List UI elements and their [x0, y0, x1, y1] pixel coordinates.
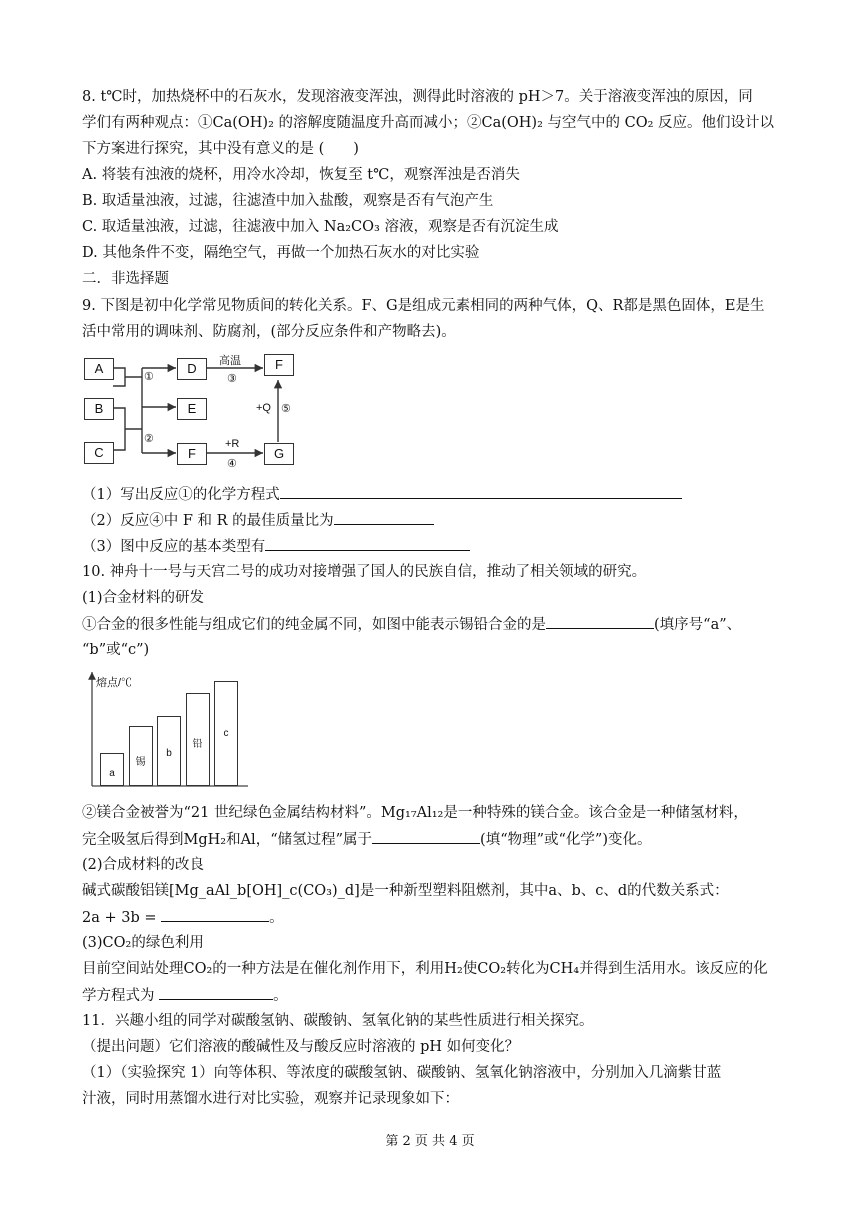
- q10-part-6-text: 学方程式为: [82, 988, 155, 1004]
- label-reaction-4: ④: [227, 458, 237, 470]
- label-reaction-2: ②: [144, 433, 154, 445]
- q10-part-3: 碱式碳酸铝镁[Mg_aAl_b[OH]_c(CO₃)_d]是一种新型塑料阻燃剂，其中a、b、c、d的代数关系式：: [82, 883, 729, 899]
- q10-part-1a: [82, 613, 741, 636]
- q11-line-3: （1）（实验探究 1）向等体积、等浓度的碳酸氢钠、碳酸钠、氢氧化钠溶液中，分别加入几滴紫甘蓝: [82, 1065, 722, 1081]
- q8-option-a: A. 将装有浊液的烧杯，用冷水冷却，恢复至 t℃，观察浑浊是否消失: [82, 167, 520, 183]
- q8-option-c: C. 取适量浊液，过滤，往滤液中加入 Na₂CO₃ 溶液，观察是否有沉淀生成: [82, 219, 559, 235]
- q10-heading-2: (2)合成材料的改良: [82, 857, 205, 873]
- q9-line-1: 9. 下图是初中化学常见物质间的转化关系。F、G是组成元素相同的两种气体，Q、R都是黑色固体，E是生: [82, 298, 765, 314]
- q10-heading-3: (3)CO₂的绿色利用: [82, 935, 204, 951]
- chart-bar-0: [100, 753, 124, 786]
- reaction-diagram: [82, 350, 302, 470]
- q11-line-1: 11．兴趣小组的同学对碳酸氢钠、碳酸钠、氢氧化钠的某些性质进行相关探究。: [82, 1013, 594, 1029]
- box-e: E: [177, 398, 207, 420]
- box-d: D: [177, 358, 207, 380]
- q10-part-2b: [82, 828, 652, 851]
- answer-blank[interactable]: [161, 906, 269, 922]
- answer-blank[interactable]: [334, 509, 434, 525]
- label-plus-r: +R: [225, 438, 240, 450]
- answer-blank[interactable]: [159, 984, 273, 1000]
- q10-line-1: 10. 神舟十一号与天宫二号的成功对接增强了国人的民族自信，推动了相关领域的研究。: [82, 564, 647, 580]
- q9-sub-1-text: （1）写出反应①的化学方程式: [82, 487, 280, 503]
- q8-line-2: 学们有两种观点：①Ca(OH)₂ 的溶解度随温度升高而减小；②Ca(OH)₂ 与空气中的 CO₂ 反应。他们设计以: [82, 115, 775, 131]
- answer-blank[interactable]: [372, 828, 480, 844]
- q8-line-1: 8. t℃时，加热烧杯中的石灰水，发现溶液变浑浊，测得此时溶液的 pH＞7。关于溶液变浑浊的原因，同: [82, 89, 753, 105]
- q10-part-1b-text: (填序号“a”、: [654, 617, 742, 633]
- chart-y-label: 熔点/℃: [96, 677, 133, 689]
- q10-part-2b-text: 完全吸氢后得到MgH₂和Al，“储氢过程”属于: [82, 832, 373, 848]
- label-reaction-5: ⑤: [281, 403, 291, 415]
- q10-part-1a-text: ①合金的很多性能与组成它们的纯金属不同，如图中能表示锡铅合金的是: [82, 617, 546, 633]
- page-footer: 第 2 页 共 4 页: [385, 1134, 475, 1149]
- q9-sub-2-text: （2）反应④中 F 和 R 的最佳质量比为: [82, 513, 334, 529]
- q8-option-d: D. 其他条件不变，隔绝空气，再做一个加热石灰水的对比实验: [82, 245, 480, 261]
- q9-sub-1: [82, 483, 682, 506]
- q10-part-4: 2a + 3b = 。: [82, 906, 284, 929]
- answer-blank[interactable]: [546, 613, 654, 629]
- q10-part-1c: “b”或“c”): [82, 642, 150, 658]
- chart-bar-4: [214, 681, 238, 786]
- q10-heading-1: (1)合金材料的研发: [82, 590, 205, 606]
- q9-line-2: 活中常用的调味剂、防腐剂，(部分反应条件和产物略去)。: [82, 324, 456, 340]
- q8-option-b: B. 取适量浊液，过滤，往滤渣中加入盐酸，观察是否有气泡产生: [82, 193, 494, 209]
- chart-bars: [100, 672, 245, 786]
- label-high-temp: 高温: [219, 355, 241, 367]
- box-g: G: [264, 443, 294, 465]
- chart-bar-label: 锡: [135, 757, 146, 768]
- q9-sub-3: [82, 535, 470, 558]
- section-heading: 二．非选择题: [82, 271, 169, 287]
- q8-line-3: 下方案进行探究，其中没有意义的是 ( ): [82, 141, 359, 157]
- q10-part-4-text: 2a + 3b =: [82, 910, 157, 926]
- q10-part-5: 目前空间站处理CO₂的一种方法是在催化剂作用下，利用H₂使CO₂转化为CH₄并得到生活用水。该反应的化: [82, 961, 768, 977]
- answer-blank[interactable]: [280, 483, 682, 499]
- chart-bar-2: [157, 716, 181, 786]
- chart-bar-label: c: [223, 728, 229, 739]
- chart-bar-label: b: [166, 748, 172, 759]
- box-f-lower: F: [177, 443, 207, 465]
- label-plus-q: +Q: [256, 402, 271, 414]
- q11-line-4: 汁液，同时用蒸馏水进行对比实验，观察并记录现象如下：: [82, 1091, 459, 1107]
- label-reaction-1: ①: [144, 371, 154, 383]
- q11-line-2: （提出问题）它们溶液的酸碱性及与酸反应时溶液的 pH 如何变化？: [82, 1039, 520, 1055]
- label-reaction-3: ③: [227, 373, 237, 385]
- q10-part-6: 学方程式为 。: [82, 984, 288, 1007]
- chart-bar-1: [129, 726, 153, 786]
- box-a: A: [84, 358, 114, 380]
- box-b: B: [84, 398, 114, 420]
- q10-part-2c-text: (填“物理”或“化学”)变化。: [480, 832, 652, 848]
- q9-sub-2: [82, 509, 434, 532]
- answer-blank[interactable]: [265, 535, 470, 551]
- melting-point-chart: [82, 668, 252, 790]
- q9-sub-3-text: （3）图中反应的基本类型有: [82, 539, 266, 555]
- chart-bar-3: [186, 693, 210, 786]
- box-f-upper: F: [264, 354, 294, 376]
- chart-bar-label: 铅: [192, 739, 203, 750]
- chart-bar-label: a: [109, 768, 115, 779]
- box-c: C: [84, 442, 114, 464]
- q10-part-2a: ②镁合金被誉为“21 世纪绿色金属结构材料”。Mg₁₇Al₁₂是一种特殊的镁合金。该合金是一种储氢材料，: [82, 805, 748, 821]
